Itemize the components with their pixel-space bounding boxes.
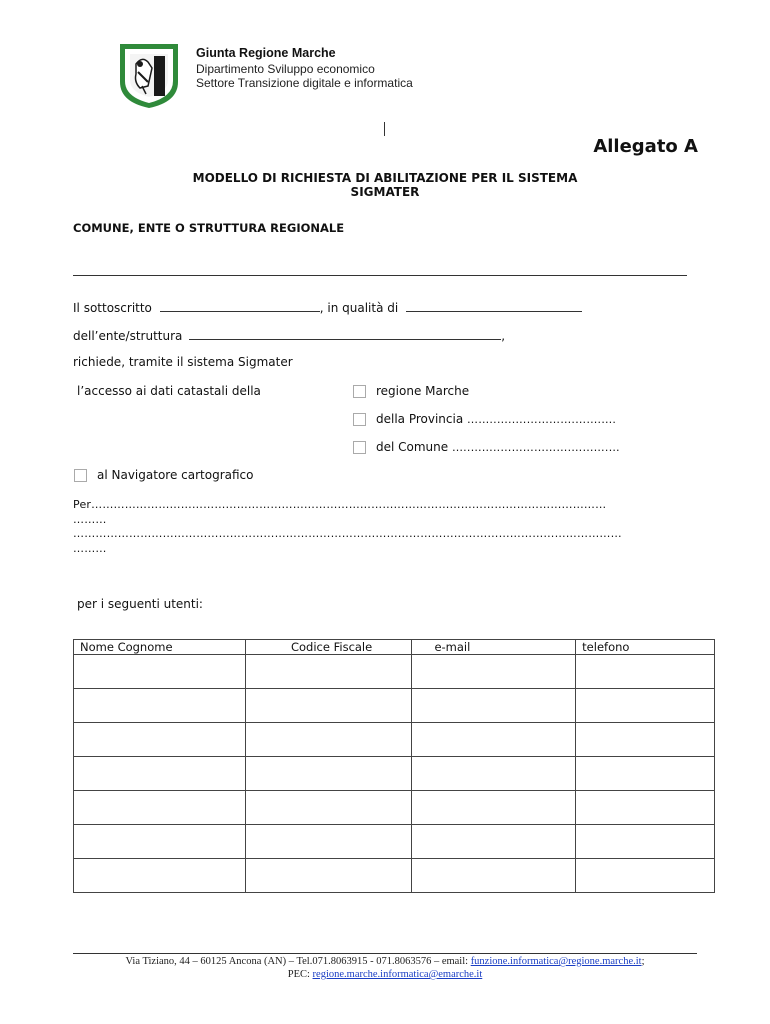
- annex-label: Allegato A: [593, 136, 698, 157]
- document-title: [160, 171, 610, 199]
- entity-field[interactable]: [189, 327, 501, 340]
- table-cell[interactable]: [412, 825, 576, 859]
- region-checkbox[interactable]: [353, 385, 366, 398]
- footer-pec-label: PEC:: [287, 969, 313, 980]
- table-cell[interactable]: [412, 723, 576, 757]
- province-checkbox[interactable]: [353, 413, 366, 426]
- table-cell[interactable]: [412, 757, 576, 791]
- table-cell[interactable]: [74, 689, 246, 723]
- municipality-option: [376, 440, 620, 454]
- table-cell[interactable]: [74, 825, 246, 859]
- navigator-label: al Navigatore cartografico: [97, 468, 254, 482]
- table-row: [74, 757, 715, 791]
- table-cell[interactable]: [245, 655, 412, 689]
- footer-email-link[interactable]: funzione.informatica@regione.marche.it: [470, 956, 642, 967]
- undersigned-label: Il sottoscritto: [73, 301, 152, 315]
- table-cell[interactable]: [74, 791, 246, 825]
- province-option-label: della Provincia: [376, 412, 464, 426]
- municipality-option-label: del Comune: [376, 440, 449, 454]
- header-fiscal-code: Codice Fiscale: [245, 640, 412, 655]
- table-cell[interactable]: [245, 757, 412, 791]
- role-field[interactable]: [406, 299, 582, 312]
- table-cell[interactable]: [576, 655, 715, 689]
- purpose-line-3[interactable]: …………………………………………………………………………………………………………………………………: [73, 527, 622, 540]
- table-cell[interactable]: [245, 723, 412, 757]
- table-cell[interactable]: [576, 757, 715, 791]
- table-row: [74, 723, 715, 757]
- table-cell[interactable]: [576, 859, 715, 893]
- table-cell[interactable]: [412, 791, 576, 825]
- region-option-label: regione Marche: [376, 384, 470, 398]
- footer-divider: [73, 953, 697, 954]
- table-cell[interactable]: [412, 859, 576, 893]
- footer-address-text: Via Tiziano, 44 – 60125 Ancona (AN) – Tel.071.8063915 - 071.8063576 – email:: [125, 956, 471, 967]
- table-cell[interactable]: [412, 655, 576, 689]
- table-cell[interactable]: [576, 825, 715, 859]
- sector: Settore Transizione digitale e informatica: [196, 76, 413, 90]
- regione-marche-logo: [118, 42, 180, 110]
- purpose-line-2: ………: [73, 513, 107, 526]
- footer-pec-link[interactable]: regione.marche.informatica@emarche.it: [312, 969, 483, 980]
- entity-row: [73, 327, 505, 343]
- province-option: [376, 412, 616, 426]
- department: Dipartimento Sviluppo economico: [196, 62, 375, 76]
- table-cell[interactable]: [412, 689, 576, 723]
- table-row: [74, 859, 715, 893]
- users-label: per i seguenti utenti:: [77, 597, 203, 611]
- table-cell[interactable]: [245, 791, 412, 825]
- org-name: Giunta Regione Marche: [196, 46, 336, 60]
- entity-label: dell’ente/struttura: [73, 329, 183, 343]
- users-table: [73, 639, 715, 893]
- header-email: e-mail: [412, 640, 576, 655]
- table-row: [74, 825, 715, 859]
- table-cell[interactable]: [245, 689, 412, 723]
- entity-name-field[interactable]: [73, 275, 687, 276]
- table-cell[interactable]: [74, 723, 246, 757]
- table-row: [74, 689, 715, 723]
- municipality-checkbox[interactable]: [353, 441, 366, 454]
- access-label: l’accesso ai dati catastali della: [77, 384, 261, 398]
- text-cursor: [384, 122, 385, 136]
- table-cell[interactable]: [74, 859, 246, 893]
- footer-email-suffix: ;: [641, 956, 645, 967]
- title-line-1: MODELLO DI RICHIESTA DI ABILITAZIONE PER IL SISTEMA: [192, 171, 578, 185]
- table-cell[interactable]: [74, 757, 246, 791]
- province-dots-field[interactable]: ……..…..…………….…….….: [467, 413, 617, 426]
- table-cell[interactable]: [245, 859, 412, 893]
- table-cell[interactable]: [576, 723, 715, 757]
- footer-pec: [60, 969, 710, 980]
- footer-address: [60, 956, 710, 967]
- table-cell[interactable]: [576, 791, 715, 825]
- purpose-line-4: ………: [73, 542, 107, 555]
- table-header-row: [74, 640, 715, 655]
- undersigned-field[interactable]: [160, 299, 320, 312]
- table-row: [74, 655, 715, 689]
- entity-suffix: ,: [501, 329, 506, 343]
- table-cell[interactable]: [245, 825, 412, 859]
- undersigned-row: [73, 299, 582, 315]
- request-text: richiede, tramite il sistema Sigmater: [73, 355, 293, 369]
- header-phone: telefono: [576, 640, 715, 655]
- header-name: Nome Cognome: [74, 640, 246, 655]
- table-cell[interactable]: [576, 689, 715, 723]
- purpose-line-1[interactable]: Per…………………………………………………………………………………………………………………………: [73, 498, 607, 511]
- role-label: , in qualità di: [319, 301, 399, 315]
- title-line-2: SIGMATER: [350, 185, 420, 199]
- table-row: [74, 791, 715, 825]
- navigator-checkbox[interactable]: [74, 469, 87, 482]
- section-heading: COMUNE, ENTE O STRUTTURA REGIONALE: [73, 221, 345, 235]
- table-cell[interactable]: [74, 655, 246, 689]
- municipality-dots-field[interactable]: …..……..……………….……….…: [451, 441, 620, 454]
